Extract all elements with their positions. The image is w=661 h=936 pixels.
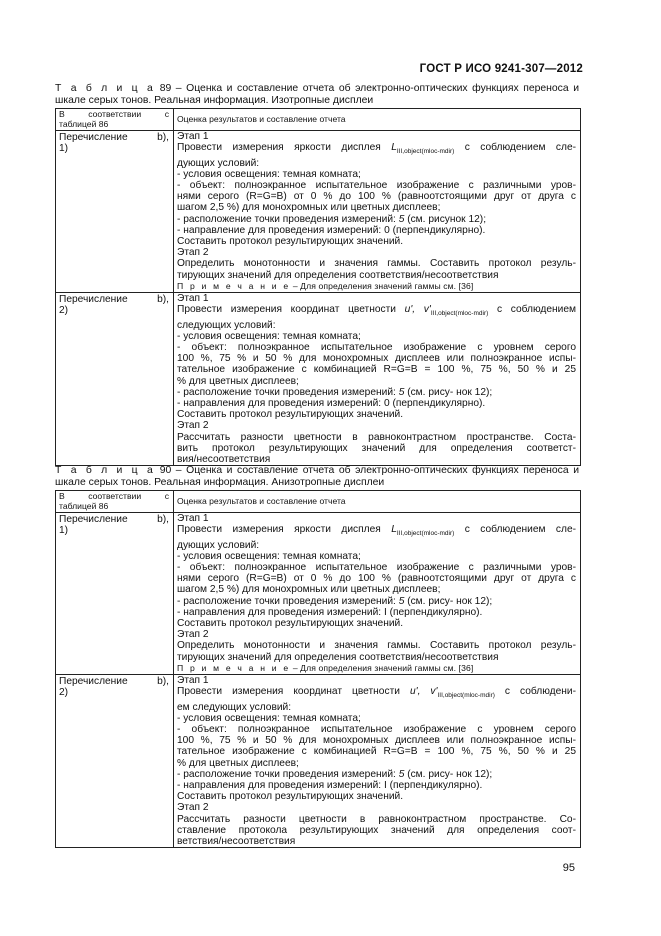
evaluation-cell: Этап 1 Провести измерения яркости дисплея $L_{III,object(mloc-mdir)}$ с соблюдением сле- дующих условий: - условия освещения: темная комната; - объект: полноэкранное испытательное изображение с различными уров- нями серого (R=G=B) от 0 % до 100 % (равноотстоящими друг от друга с шагом 2,5 %) для монохромных или цветных дисплеев; - расположение точки проведения измерений: 5 (см. рисунок 12); - направление для проведения измерений: 0 (перпендикулярно). Составить протокол результирующих значений. Этап 2 Определить монотонности и значения гаммы. Составить протокол резуль- тирующих значений для определения соответствия/несоответствия П р и м е ч а н и е – Для определения значений гаммы см. [36] bbox=[174, 131, 581, 293]
header-evaluation-cell: Оценка результатов и составление отчета bbox=[174, 491, 581, 513]
table-header-row bbox=[56, 491, 581, 513]
header-reference-cell: В соответствии с таблицей 86 bbox=[56, 109, 174, 131]
stage-label: Этап 2 bbox=[177, 247, 209, 259]
table-row bbox=[56, 131, 581, 293]
evaluation-cell: Этап 1 Провести измерения яркости дисплея $L_{III,object(mloc-mdir)}$ с соблюдением сле- дующих условий: - условия освещения: темная комната; - объект: полноэкранное испытательное изображение с различными уров- нями серого (R=G=B) от 0 % до 100 % (равноотстоящими друг от друга с шагом 2,5 %) для монохромных или цветных дисплеев; - расположение точки проведения измерений: 5 (см. рису- нок 12); - направления для проведения измерений: I (перпендикулярно). Составить протокол результирующих значений. Этап 2 Определить монотонности и значения гаммы. Составить протокол резуль- тирующих значений для определения соответствия/несоответствия П р и м е ч а н и е – Для определения значений гаммы см. [36] bbox=[174, 513, 581, 675]
table-89-caption bbox=[55, 83, 579, 107]
stage-label: Этап 2 bbox=[177, 629, 209, 641]
stage-label: Этап 1 bbox=[177, 675, 209, 687]
stage-label: Этап 1 bbox=[177, 293, 209, 305]
table-header-row bbox=[56, 109, 581, 131]
table-90-caption-line-2: шкале серых тонов. Реальная информация. Анизотропные дисплеи bbox=[55, 477, 385, 488]
table-90-caption-line-1: Т а б л и ц а 90 – Оценка и составление отчета об электронно-оптических функциях переноса и bbox=[55, 465, 579, 476]
header-evaluation-cell: Оценка результатов и составление отчета bbox=[174, 109, 581, 131]
stage-label: Этап 1 bbox=[177, 131, 209, 143]
table-90-caption bbox=[55, 465, 579, 489]
reference-cell: Перечисление b), 1) bbox=[56, 513, 174, 675]
evaluation-cell: Этап 1 Провести измерения координат цветности u', $v'_{III,object(mloc-mdir)}$ с соблюдени- ем следующих условий: - условия освещения: темная комната; - объект: полноэкранное испытательное изображение с уровнем серого 100 %, 75 % и 50 % для монохромных дисплеев или полноэкранное испы- тательное изображение с комбинацией R=G=B = 100 %, 75 %, 50 % и 25 % для цветных дисплеев; - расположение точки проведения измерений: 5 (см. рису- нок 12); - направления для проведения измерений: I (перпендикулярно). Составить протокол результирующих значений. Этап 2 Рассчитать разности цветности в равноконтрастном пространстве. Со- ставление протокола результирующих значений для определения соот- ветствия/несоответствия bbox=[174, 675, 581, 848]
evaluation-cell: Этап 1 Провести измерения координат цветности u', $v'_{III,object(mloc-mdir)}$ с соблюдением следующих условий: - условия освещения: темная комната; - объект: полноэкранное испытательное изображение с уровнем серого 100 %, 75 % и 50 % для монохромных дисплеев или полноэкранное испы- тательное изображение с комбинацией R=G=B = 100 %, 75 %, 50 % и 25 % для цветных дисплеев; - расположение точки проведения измерений: 5 (см. рису- нок 12); - направления для проведения измерений: 0 (перпендикулярно). Составить протокол результирующих значений. Этап 2 Рассчитать разности цветности в равноконтрастном пространстве. Соста- вить протокол результирующих значений для определения соответст- вия/несоответствия bbox=[174, 293, 581, 466]
table-89 bbox=[55, 108, 581, 466]
table-90 bbox=[55, 490, 581, 848]
reference-cell: Перечисление b), 2) bbox=[56, 675, 174, 848]
reference-cell: Перечисление b), 1) bbox=[56, 131, 174, 293]
table-row bbox=[56, 513, 581, 675]
table-row bbox=[56, 675, 581, 848]
stage-label: Этап 1 bbox=[177, 513, 209, 525]
standard-designation: ГОСТ Р ИСО 9241-307—2012 bbox=[419, 63, 583, 75]
note: П р и м е ч а н и е – Для определения значений гаммы см. [36] bbox=[177, 280, 474, 291]
table-89-caption-line-1: Т а б л и ц а 89 – Оценка и составление отчета об электронно-оптических функциях переноса и bbox=[55, 83, 579, 94]
table-row bbox=[56, 293, 581, 466]
header-reference-cell: В соответствии с таблицей 86 bbox=[56, 491, 174, 513]
page-number: 95 bbox=[562, 862, 575, 874]
table-89-caption-line-2: шкале серых тонов. Реальная информация. Изотропные дисплеи bbox=[55, 95, 374, 106]
note: П р и м е ч а н и е – Для определения значений гаммы см. [36] bbox=[177, 662, 474, 673]
stage-label: Этап 2 bbox=[177, 420, 209, 432]
stage-label: Этап 2 bbox=[177, 802, 209, 814]
reference-cell: Перечисление b), 2) bbox=[56, 293, 174, 466]
